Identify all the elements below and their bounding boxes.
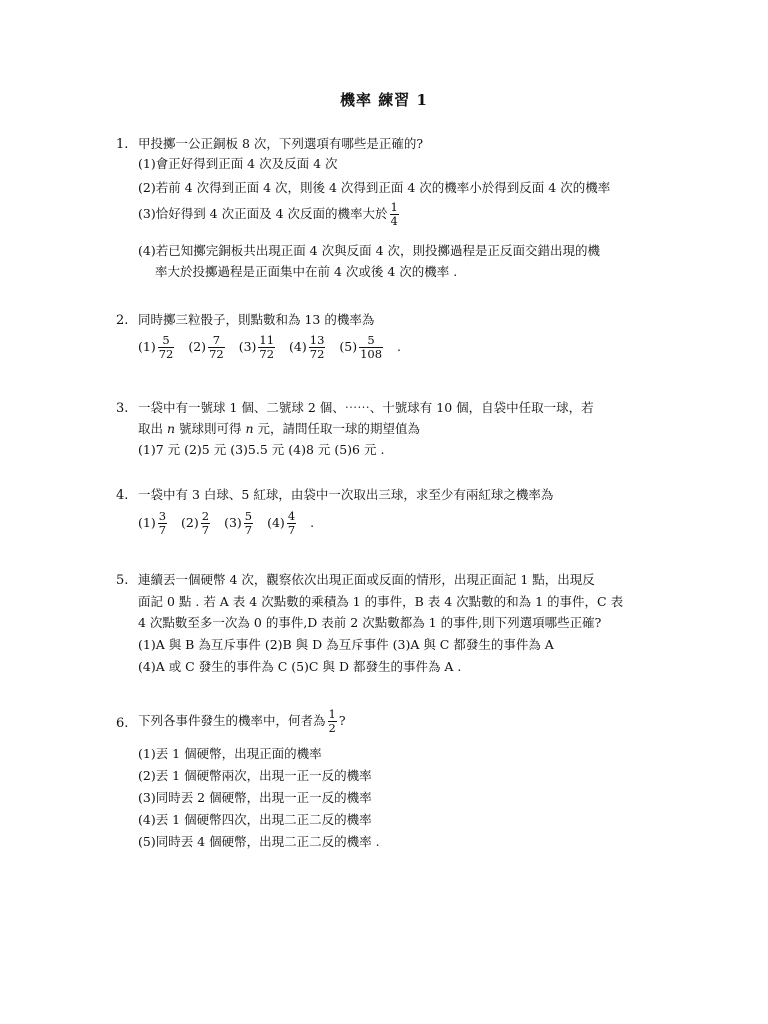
- fraction-denominator: 72: [158, 347, 174, 361]
- q6-option-2: (2)丟 1 個硬幣兩次，出現一正一反的機率: [138, 768, 372, 783]
- option-fraction: [309, 334, 326, 361]
- q5-line-1: 連續丟一個硬幣 4 次，觀察依次出現正面或反面的情形，出現正面記 1 點，出現反: [138, 572, 595, 587]
- variable-n: n: [245, 421, 254, 436]
- q4-number: 4.: [116, 488, 129, 503]
- q5-line-3: 4 次點數至多一次為 0 的事件,D 表前 2 次點數都為 1 的事件,則下列選項哪些正確?: [138, 615, 602, 630]
- fraction-numerator: 1: [390, 200, 398, 214]
- option-fraction: [244, 510, 253, 537]
- q4-stem: 一袋中有 3 白球、5 紅球，由袋中一次取出三球，求至少有兩紅球之機率為: [138, 487, 554, 502]
- q1-stem: 甲投擲一公正銅板 8 次，下列選項有哪些是正確的?: [138, 136, 424, 151]
- option-label: (1): [138, 515, 156, 530]
- option-fraction: [208, 334, 225, 361]
- option-fraction: [158, 334, 175, 361]
- fraction-numerator: 3: [158, 509, 167, 523]
- q5-line-2: 面記 0 點 . 若 A 表 4 次點數的乘積為 1 的事件，B 表 4 次點數的和為 1 的事件，C 表: [138, 594, 624, 609]
- q6-fraction: [328, 708, 337, 735]
- option-label: (5): [339, 339, 358, 354]
- option-label: (3): [224, 515, 242, 530]
- fraction-denominator: 2: [328, 721, 336, 735]
- q6-option-4: (4)丟 1 個硬幣四次，出現二正二反的機率: [138, 812, 372, 827]
- q6-option-5: (5)同時丟 4 個硬幣，出現二正二反的機率 .: [138, 834, 380, 849]
- option-label: (2): [181, 515, 199, 530]
- q6-option-3: (3)同時丟 2 個硬幣，出現一正一反的機率: [138, 790, 372, 805]
- q1-option-3-text: (3)恰好得到 4 次正面及 4 次反面的機率大於: [138, 206, 388, 221]
- fraction-numerator: 11: [259, 333, 275, 347]
- fraction-denominator: 7: [158, 523, 167, 537]
- q4-option-1: [138, 510, 169, 537]
- q1-number: 1.: [116, 137, 129, 152]
- q5-number: 5.: [116, 573, 129, 588]
- q3-number: 3.: [116, 401, 129, 416]
- page-title: 機率 練習 1: [340, 91, 428, 109]
- option-fraction: [158, 510, 167, 537]
- q2-option-4: [289, 334, 327, 361]
- q1-option-1: (1)會正好得到正面 4 次及反面 4 次: [138, 156, 338, 171]
- q1-option-3: [138, 201, 401, 228]
- q2-number: 2.: [116, 313, 129, 328]
- option-fraction: [287, 510, 296, 537]
- fraction-numerator: 5: [244, 509, 253, 523]
- option-fraction: [359, 334, 383, 361]
- q1-option-4-line-2: 率大於投擲過程是正面集中在前 4 次或後 4 次的機率 .: [155, 264, 458, 279]
- fraction-numerator: 1: [328, 707, 336, 721]
- fraction-denominator: 72: [209, 347, 224, 361]
- q2-options: [138, 334, 401, 361]
- q4-option-2: [181, 510, 212, 537]
- text: 取出: [138, 421, 167, 436]
- q6-option-1: (1)丟 1 個硬幣，出現正面的機率: [138, 746, 322, 761]
- q1-option-2: (2)若前 4 次得到正面 4 次，則後 4 次得到正面 4 次的機率小於得到反面 4 次的機率: [138, 180, 611, 195]
- q2-option-3: [239, 334, 277, 361]
- option-fraction: [201, 510, 210, 537]
- text: 元，請問任取一球的期望值為: [253, 421, 421, 436]
- q6-stem: [138, 708, 346, 735]
- question-mark: ?: [338, 713, 346, 728]
- option-label: (4): [267, 515, 285, 530]
- q4-option-3: [224, 510, 255, 537]
- q2-option-2: [188, 334, 226, 361]
- text: 號球則可得: [175, 421, 246, 436]
- q2-end-period: .: [397, 339, 402, 354]
- option-label: (1): [138, 339, 156, 354]
- fraction-denominator: 7: [287, 523, 296, 537]
- fraction-denominator: 72: [259, 347, 275, 361]
- q4-end-period: .: [310, 515, 315, 530]
- option-fraction: [258, 334, 275, 361]
- q6-number: 6.: [116, 716, 129, 731]
- option-label: (2): [188, 339, 207, 354]
- fraction-denominator: 7: [244, 523, 253, 537]
- fraction-numerator: 7: [208, 334, 225, 348]
- fraction-numerator: 2: [201, 509, 210, 523]
- fraction-denominator: 7: [201, 523, 210, 537]
- text: 下列各事件發生的機率中，何者為: [138, 713, 326, 728]
- q1-option-4-line-1: (4)若已知擲完銅板共出現正面 4 次與反面 4 次，則投擲過程是正反面交錯出現的機: [138, 243, 601, 258]
- q3-options: (1)7 元 (2)5 元 (3)5.5 元 (4)8 元 (5)6 元 .: [138, 442, 385, 457]
- q3-line-2: [138, 421, 420, 437]
- q4-options: [138, 510, 314, 537]
- q1-option-3-fraction: [390, 201, 399, 228]
- variable-n: n: [166, 421, 176, 436]
- q4-option-4: [267, 510, 298, 537]
- fraction-numerator: 4: [287, 509, 296, 523]
- q5-line-5: (4)A 或 C 發生的事件為 C (5)C 與 D 都發生的事件為 A .: [138, 659, 462, 674]
- q2-stem: 同時擲三粒骰子，則點數和為 13 的機率為: [138, 312, 375, 327]
- fraction-denominator: 108: [360, 347, 383, 361]
- q3-line-1: 一袋中有一號球 1 個、二號球 2 個、⋯⋯、十號球有 10 個，自袋中任取一球，若: [138, 400, 594, 415]
- q2-option-5: [339, 334, 385, 361]
- q2-option-1: [138, 334, 176, 361]
- option-label: (4): [289, 339, 307, 354]
- q5-line-4: (1)A 與 B 為互斥事件 (2)B 與 D 為互斥事件 (3)A 與 C 都發生的事件為 A: [138, 637, 554, 652]
- fraction-numerator: 13: [309, 333, 325, 347]
- fraction-denominator: 72: [309, 347, 325, 361]
- fraction-numerator: 5: [359, 334, 383, 348]
- fraction-denominator: 4: [390, 214, 398, 228]
- fraction-numerator: 5: [158, 334, 175, 348]
- option-label: (3): [238, 339, 257, 354]
